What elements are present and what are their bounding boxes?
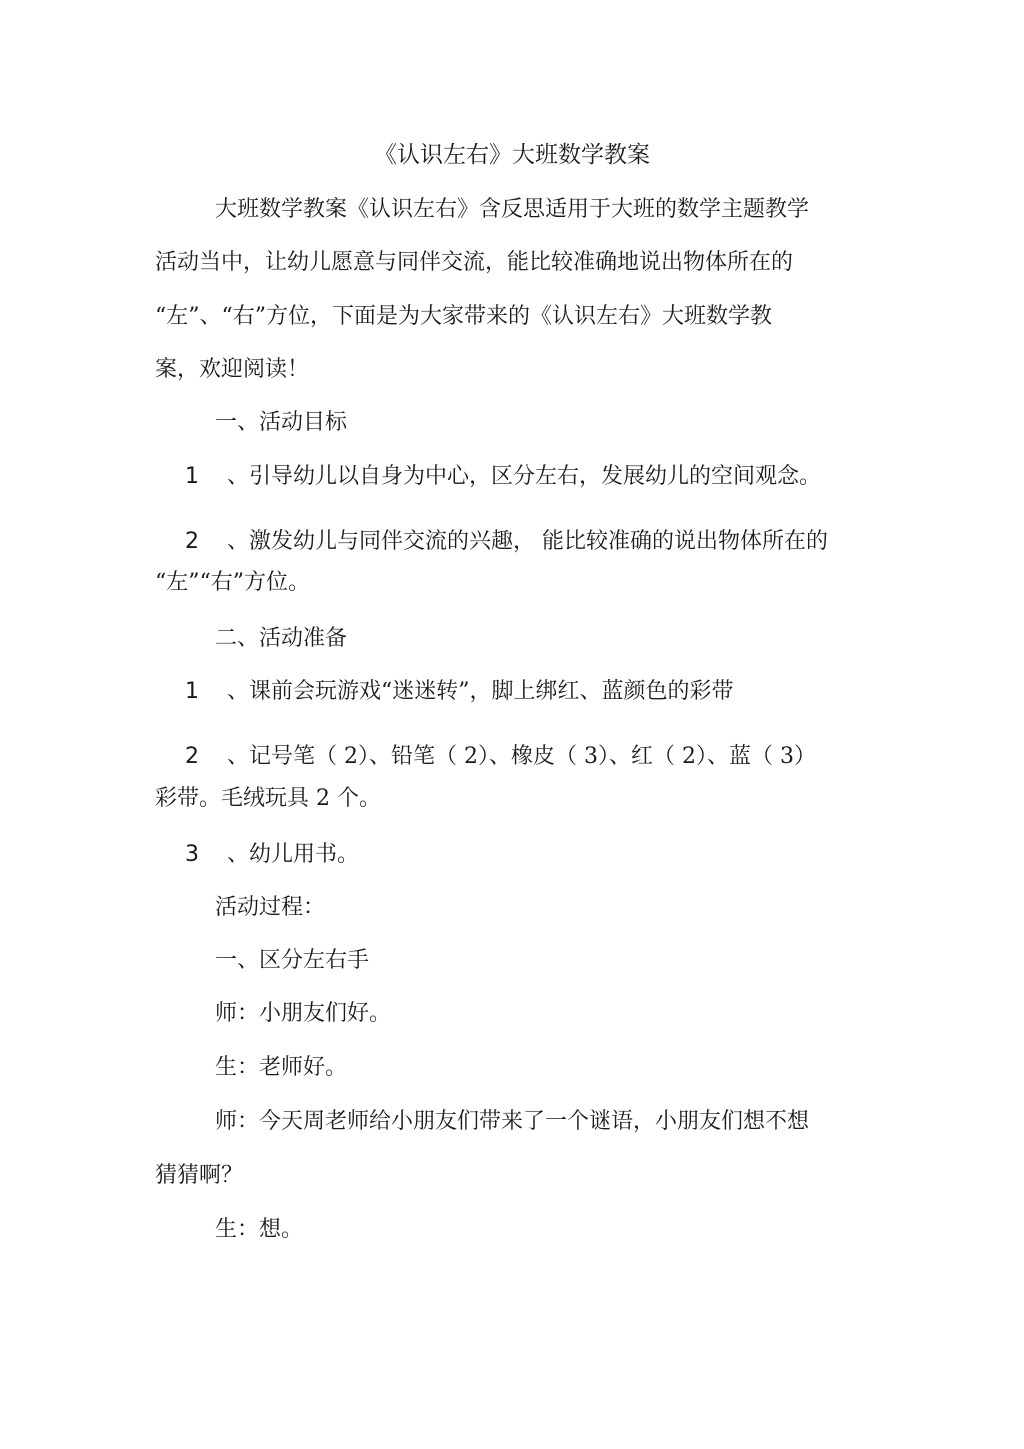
item-text: 、记号笔（ 2）、铅笔（ 2）、橡皮（ 3）、红（ 2）、蓝（ 3） xyxy=(227,744,816,769)
item-text: 、课前会玩游戏“迷迷转”，脚上绑红、蓝颜色的彩带 xyxy=(227,679,734,704)
process-subheading: 一、区分左右手 xyxy=(215,948,370,973)
section-heading-objectives: 一、活动目标 xyxy=(215,410,348,435)
item-number: 1 xyxy=(185,464,199,489)
objective-item xyxy=(185,527,828,557)
section-heading-preparation: 二、活动准备 xyxy=(215,626,348,651)
dialogue-line: 猜猜啊？ xyxy=(155,1163,244,1188)
preparation-item xyxy=(185,742,816,772)
preparation-item-continuation: 彩带。毛绒玩具 2 个。 xyxy=(155,786,381,811)
objective-item-continuation: “左”“右”方位。 xyxy=(155,570,310,595)
item-text: 、激发幼儿与同伴交流的兴趣， 能比较准确的说出物体所在的 xyxy=(227,529,828,554)
item-number: 2 xyxy=(185,529,199,554)
intro-line: “左”、“右”方位，下面是为大家带来的《认识左右》大班数学教 xyxy=(155,304,772,329)
item-number: 1 xyxy=(185,679,199,704)
process-heading: 活动过程： xyxy=(215,895,326,920)
intro-line: 大班数学教案《认识左右》含反思适用于大班的数学主题教学 xyxy=(215,197,810,222)
dialogue-line: 师：今天周老师给小朋友们带来了一个谜语，小朋友们想不想 xyxy=(215,1109,810,1134)
item-number: 2 xyxy=(185,744,199,769)
dialogue-line: 生：想。 xyxy=(215,1217,304,1242)
document-title: 《认识左右》大班数学教案 xyxy=(374,142,650,168)
objective-item xyxy=(185,462,821,492)
intro-line: 活动当中，让幼儿愿意与同伴交流，能比较准确地说出物体所在的 xyxy=(155,250,794,275)
intro-line: 案，欢迎阅读！ xyxy=(155,357,310,382)
preparation-item xyxy=(185,677,734,707)
item-text: 、引导幼儿以自身为中心，区分左右，发展幼儿的空间观念。 xyxy=(227,464,822,489)
dialogue-line: 师：小朋友们好。 xyxy=(215,1001,392,1026)
item-text: 、幼儿用书。 xyxy=(227,842,360,867)
preparation-item xyxy=(185,840,359,870)
item-number: 3 xyxy=(185,842,199,867)
dialogue-line: 生：老师好。 xyxy=(215,1055,348,1080)
